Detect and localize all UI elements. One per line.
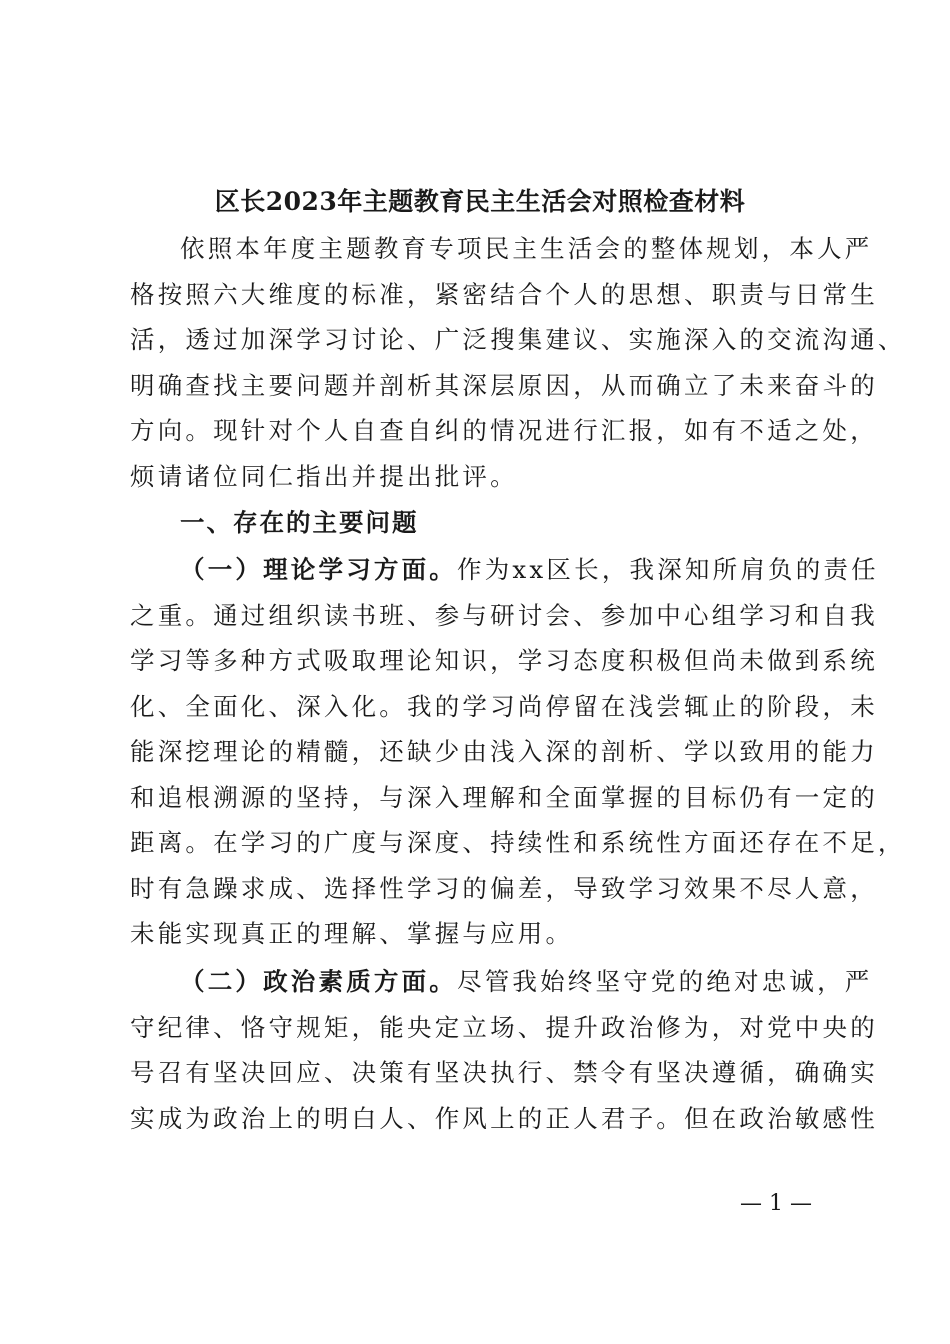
intro-line: 依照本年度主题教育专项民主生活会的整体规划，本人严: [180, 234, 873, 263]
body-line: 能深挖理论的精髓，还缺少由浅入深的剖析、学以致用的能力: [130, 737, 878, 766]
body-line: 和追根溯源的坚持，与深入理解和全面掌握的目标仍有一定的: [130, 783, 878, 812]
body-line: 守纪律、恪守规矩，能央定立场、提升政治修为，对党中央的: [130, 1013, 878, 1042]
subsection-lead: （二）政治素质方面。: [180, 967, 457, 996]
intro-line: 格按照六大维度的标准，紧密结合个人的思想、职责与日常生: [130, 280, 878, 309]
body-line: 距离。在学习的广度与深度、持续性和系统性方面还存在不足，: [130, 828, 906, 857]
intro-line: 方向。现针对个人自查自纠的情况进行汇报，如有不适之处，: [130, 416, 878, 445]
intro-line: 活，透过加深学习讨论、广泛搜集建议、实施深入的交流沟通、: [130, 325, 906, 354]
body-line: 未能实现真正的理解、掌握与应用。: [130, 919, 574, 948]
intro-line: 烦请诸位同仁指出并提出批评。: [130, 462, 518, 491]
body-line: 学习等多种方式吸取理论知识，学习态度积极但尚未做到系统: [130, 646, 878, 675]
subsection-lead: （一）理论学习方面。: [180, 555, 457, 584]
body-line: 实成为政治上的明白人、作风上的正人君子。但在政治敏感性: [130, 1104, 878, 1133]
page-number: — 1 —: [740, 1191, 812, 1216]
subsection-first-line: [180, 962, 910, 1002]
section-heading: 一、存在的主要问题: [180, 508, 419, 537]
body-line: 化、全面化、深入化。我的学习尚停留在浅尝辄止的阶段，未: [130, 692, 878, 721]
body-line: 之重。通过组织读书班、参与研讨会、参加中心组学习和自我: [130, 601, 878, 630]
document-title: 区长2023年主题教育民主生活会对照检查材料: [214, 187, 746, 216]
intro-line: 明确查找主要问题并剖析其深层原因，从而确立了未来奋斗的: [130, 371, 878, 400]
body-line: 时有急躁求成、选择性学习的偏差，导致学习效果不尽人意，: [130, 874, 878, 903]
subsection-text: 作为xx区长，我深知所肩负的责任: [457, 555, 879, 584]
subsection-text: 尽管我始终坚守党的绝对忠诚，严: [457, 967, 873, 996]
subsection-first-line: [180, 550, 910, 590]
body-line: 号召有坚决回应、决策有坚决执行、禁令有坚决遵循，确确实: [130, 1058, 878, 1087]
